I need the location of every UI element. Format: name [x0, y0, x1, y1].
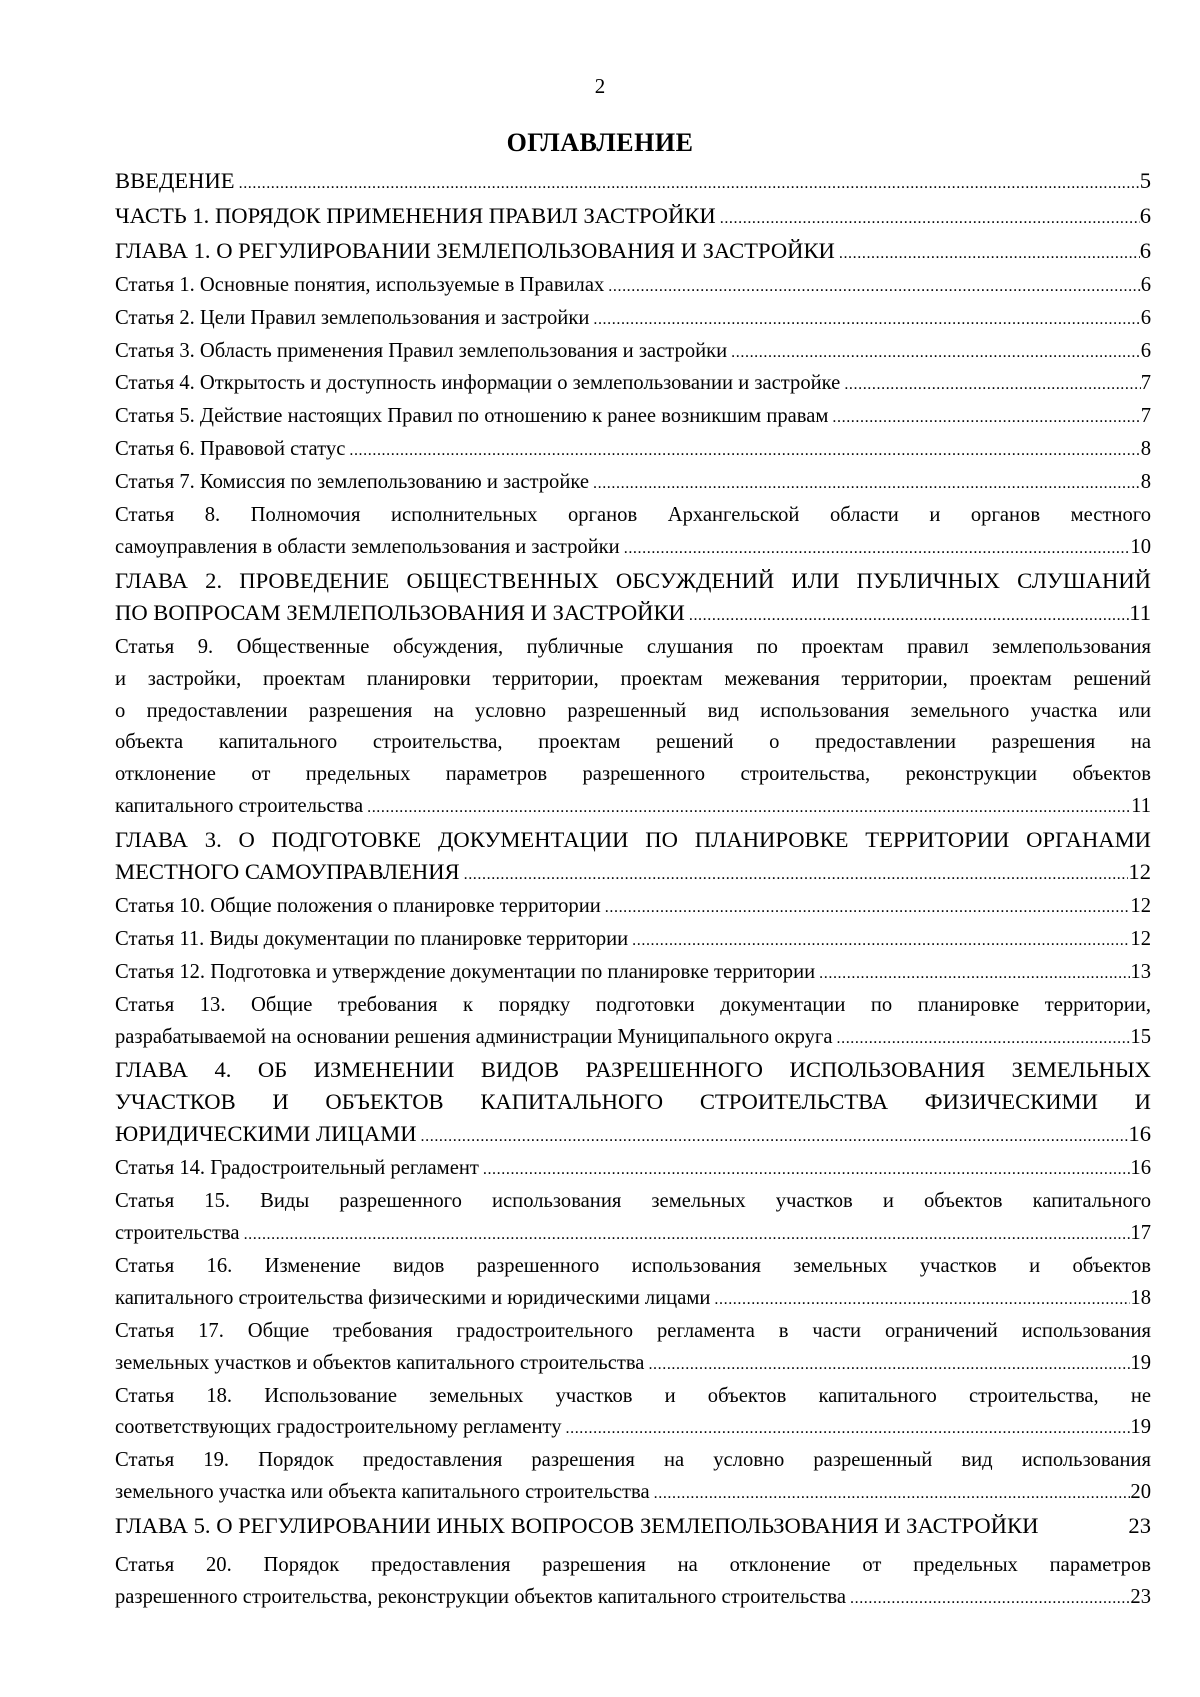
- toc-entry-last-line: [115, 368, 1151, 401]
- toc-page-number: 23: [1128, 1513, 1151, 1539]
- table-of-contents: [115, 165, 1151, 1615]
- toc-entry-title: Статья 5. Действие настоящих Правил по отношению к ранее возникшим правам: [115, 405, 829, 428]
- toc-entry-last-line: [115, 957, 1151, 990]
- toc-page-number: 12: [1130, 927, 1151, 950]
- toc-entry-line: отклонение от предельных параметров разрешенного строительства, реконструкции объектов: [115, 763, 1151, 786]
- toc-entry-title: Статья 12. Подготовка и утверждение документации по планировке территории: [115, 960, 816, 983]
- toc-entry-last-line: [115, 1582, 1151, 1615]
- toc-article-entry[interactable]: [115, 1316, 1151, 1381]
- toc-entry-line: объекта капитального строительства, проектам решений о предоставлении разрешения на: [115, 731, 1151, 754]
- toc-entry-line: УЧАСТКОВ И ОБЪЕКТОВ КАПИТАЛЬНОГО СТРОИТЕЛЬСТВА ФИЗИЧЕСКИМИ И: [115, 1089, 1151, 1115]
- toc-page-number: 6: [1140, 339, 1151, 362]
- dot-leader: [685, 600, 1129, 632]
- toc-page-number: 10: [1130, 535, 1151, 558]
- toc-entry-line: и застройки, проектам планировки территории, проектам межевания территории, проектам решений: [115, 667, 1151, 690]
- toc-article-entry[interactable]: [115, 368, 1151, 401]
- toc-entry-line: Статья 20. Порядок предоставления разрешения на отклонение от предельных параметров: [115, 1554, 1151, 1577]
- toc-page-number: 6: [1140, 273, 1151, 296]
- toc-article-entry[interactable]: [115, 500, 1151, 565]
- toc-entry-title: ГЛАВА 1. О РЕГУЛИРОВАНИИ ЗЕМЛЕПОЛЬЗОВАНИЯ И ЗАСТРОЙКИ: [115, 237, 835, 263]
- toc-entry-title: земельных участков и объектов капитального строительства: [115, 1351, 645, 1374]
- toc-page-number: 6: [1140, 306, 1151, 329]
- toc-article-entry[interactable]: [115, 924, 1151, 957]
- toc-entry-last-line: [115, 1510, 1151, 1550]
- toc-entry-title: Статья 11. Виды документации по планировке территории: [115, 927, 629, 950]
- toc-page-number: 20: [1130, 1481, 1151, 1504]
- toc-article-entry[interactable]: [115, 990, 1151, 1055]
- toc-page-number: 7: [1140, 372, 1151, 395]
- toc-page-number: 17: [1130, 1222, 1151, 1244]
- toc-entry-last-line: [115, 1412, 1151, 1445]
- toc-page-number: 7: [1140, 405, 1151, 428]
- toc-entry-line: о предоставлении разрешения на условно разрешенный вид использования земельного участка или: [115, 699, 1151, 722]
- toc-entry-last-line: [115, 336, 1151, 369]
- toc-article-entry[interactable]: [115, 891, 1151, 924]
- toc-article-entry[interactable]: [115, 434, 1151, 467]
- toc-entry-last-line: [115, 303, 1151, 336]
- toc-entry-last-line: [115, 532, 1151, 565]
- dot-leader: [479, 1154, 1131, 1186]
- toc-entry-last-line: [115, 200, 1151, 235]
- dot-leader: [589, 304, 1140, 336]
- toc-chapter-entry[interactable]: [115, 565, 1151, 632]
- dot-leader: [235, 168, 1140, 200]
- dot-leader: [815, 958, 1130, 990]
- toc-entry-line: Статья 8. Полномочия исполнительных органов Архангельской области и органов местного: [115, 504, 1151, 527]
- toc-article-entry[interactable]: [115, 1186, 1151, 1251]
- toc-chapter-entry[interactable]: [115, 235, 1151, 270]
- toc-entry-title: Статья 10. Общие положения о планировке территории: [115, 894, 601, 917]
- toc-article-entry[interactable]: [115, 401, 1151, 434]
- toc-entry-title: строительства: [115, 1222, 240, 1244]
- toc-entry-line: Статья 19. Порядок предоставления разрешения на условно разрешенный вид использования: [115, 1449, 1151, 1472]
- toc-entry-last-line: [115, 856, 1151, 891]
- toc-page-number: 13: [1130, 960, 1151, 983]
- toc-article-entry[interactable]: [115, 336, 1151, 369]
- toc-title: ОГЛАВЛЕНИЕ: [506, 128, 694, 157]
- toc-article-entry[interactable]: [115, 1251, 1151, 1316]
- toc-article-entry[interactable]: [115, 467, 1151, 500]
- dot-leader: [833, 1023, 1131, 1055]
- toc-entry-line: ГЛАВА 3. О ПОДГОТОВКЕ ДОКУМЕНТАЦИИ ПО ПЛАНИРОВКЕ ТЕРРИТОРИИ ОРГАНАМИ: [115, 827, 1151, 853]
- dot-leader: [604, 271, 1140, 303]
- toc-entry-title: соответствующих градостроительному регламенту: [115, 1416, 562, 1439]
- toc-entry-last-line: [115, 1348, 1151, 1381]
- dot-leader: [363, 792, 1131, 824]
- toc-chapter-entry[interactable]: [115, 165, 1151, 200]
- toc-page-number: 8: [1140, 471, 1151, 494]
- toc-entry-title: ПО ВОПРОСАМ ЗЕМЛЕПОЛЬЗОВАНИЯ И ЗАСТРОЙКИ: [115, 599, 685, 625]
- toc-chapter-entry[interactable]: [115, 1510, 1151, 1550]
- toc-entry-line: ГЛАВА 4. ОБ ИЗМЕНЕНИИ ВИДОВ РАЗРЕШЕННОГО ИСПОЛЬЗОВАНИЯ ЗЕМЕЛЬНЫХ: [115, 1057, 1151, 1083]
- toc-page-number: 6: [1139, 237, 1151, 263]
- dot-leader: [650, 1478, 1131, 1510]
- toc-article-entry[interactable]: [115, 957, 1151, 990]
- dot-leader: [644, 1349, 1130, 1381]
- toc-page-number: 19: [1130, 1351, 1151, 1374]
- toc-page-number: 8: [1140, 438, 1151, 461]
- toc-article-entry[interactable]: [115, 1381, 1151, 1446]
- toc-page-number: 6: [1139, 202, 1151, 228]
- toc-entry-last-line: [115, 597, 1151, 632]
- toc-page-number: 11: [1129, 599, 1151, 625]
- toc-entry-title: ВВЕДЕНИЕ: [115, 168, 235, 193]
- dot-leader: [601, 892, 1131, 924]
- toc-entry-title: Статья 2. Цели Правил землепользования и застройки: [115, 306, 590, 329]
- toc-entry-title: капитального строительства: [115, 795, 364, 818]
- toc-entry-last-line: [115, 791, 1151, 824]
- toc-entry-line: Статья 15. Виды разрешенного использования земельных участков и объектов капитального: [115, 1190, 1151, 1213]
- toc-entry-line: Статья 16. Изменение видов разрешенного использования земельных участков и объектов: [115, 1254, 1151, 1277]
- toc-entry-title: ГЛАВА 5. О РЕГУЛИРОВАНИИ ИНЫХ ВОПРОСОВ ЗЕМЛЕПОЛЬЗОВАНИЯ И ЗАСТРОЙКИ: [115, 1513, 1039, 1539]
- toc-entry-last-line: [115, 1477, 1151, 1510]
- toc-page-number: 12: [1130, 894, 1151, 917]
- toc-entry-last-line: [115, 467, 1151, 500]
- toc-page-number: 5: [1139, 168, 1151, 193]
- toc-entry-last-line: [115, 1022, 1151, 1055]
- dot-leader: [727, 337, 1141, 369]
- toc-chapter-entry[interactable]: [115, 824, 1151, 891]
- toc-article-entry[interactable]: [115, 1153, 1151, 1186]
- toc-page-number: 15: [1130, 1025, 1151, 1048]
- dot-leader: [846, 1583, 1130, 1615]
- toc-entry-last-line: [115, 165, 1151, 200]
- toc-entry-last-line: [115, 434, 1151, 467]
- toc-entry-title: ЧАСТЬ 1. ПОРЯДОК ПРИМЕНЕНИЯ ПРАВИЛ ЗАСТРОЙКИ: [115, 202, 716, 228]
- toc-page-number: 11: [1131, 795, 1151, 818]
- toc-entry-line: Статья 18. Использование земельных участков и объектов капитального строительства, не: [115, 1384, 1151, 1407]
- toc-page-number: 16: [1128, 1121, 1151, 1147]
- toc-entry-title: капитального строительства физическими и юридическими лицами: [115, 1286, 711, 1309]
- toc-entry-last-line: [115, 401, 1151, 434]
- dot-leader: [417, 1121, 1129, 1153]
- toc-entry-title: разрешенного строительства, реконструкции объектов капитального строительства: [115, 1585, 846, 1608]
- toc-entry-line: Статья 9. Общественные обсуждения, публичные слушания по проектам правил землепользования: [115, 635, 1151, 658]
- toc-entry-title: земельного участка или объекта капитального строительства: [115, 1481, 650, 1504]
- toc-entry-last-line: [115, 270, 1151, 303]
- dot-leader: [840, 369, 1140, 401]
- toc-entry-title: Статья 3. Область применения Правил землепользования и застройки: [115, 339, 728, 362]
- toc-entry-title: самоуправления в области землепользования и застройки: [115, 535, 620, 558]
- toc-entry-last-line: [115, 1283, 1151, 1316]
- dot-leader: [345, 435, 1140, 467]
- dot-leader: [628, 925, 1130, 957]
- toc-entry-last-line: [115, 1118, 1151, 1153]
- toc-page-number: 16: [1130, 1157, 1151, 1180]
- toc-entry-title: Статья 6. Правовой статус: [115, 438, 346, 461]
- toc-article-entry[interactable]: [115, 270, 1151, 303]
- toc-entry-last-line: [115, 924, 1151, 957]
- dot-leader: [460, 859, 1129, 891]
- toc-chapter-entry[interactable]: [115, 1054, 1151, 1153]
- dot-leader: [710, 1284, 1130, 1316]
- dot-leader: [620, 533, 1131, 565]
- toc-entry-title: Статья 7. Комиссия по землепользованию и застройке: [115, 471, 589, 494]
- dot-leader: [828, 402, 1140, 434]
- toc-entry-last-line: [115, 1153, 1151, 1186]
- dot-leader: [589, 468, 1141, 500]
- toc-entry-line: Статья 17. Общие требования градостроительного регламента в части ограничений использования: [115, 1319, 1151, 1342]
- toc-chapter-entry[interactable]: [115, 200, 1151, 235]
- toc-entry-title: Статья 14. Градостроительный регламент: [115, 1157, 479, 1180]
- toc-article-entry[interactable]: [115, 632, 1151, 824]
- toc-entry-last-line: [115, 891, 1151, 924]
- toc-entry-title: ЮРИДИЧЕСКИМИ ЛИЦАМИ: [115, 1121, 417, 1147]
- dot-leader: [240, 1219, 1131, 1251]
- toc-entry-title: разрабатываемой на основании решения администрации Муниципального округа: [115, 1025, 833, 1048]
- dot-leader: [716, 203, 1140, 235]
- toc-page-number: 19: [1130, 1416, 1151, 1439]
- toc-page-number: 23: [1130, 1585, 1151, 1608]
- toc-entry-line: ГЛАВА 2. ПРОВЕДЕНИЕ ОБЩЕСТВЕННЫХ ОБСУЖДЕНИЙ ИЛИ ПУБЛИЧНЫХ СЛУШАНИЙ: [115, 567, 1151, 593]
- toc-entry-last-line: [115, 235, 1151, 270]
- toc-page-number: 18: [1130, 1286, 1151, 1309]
- toc-entry-title: МЕСТНОГО САМОУПРАВЛЕНИЯ: [115, 859, 460, 885]
- page-number: 2: [594, 74, 606, 98]
- toc-entry-title: Статья 4. Открытость и доступность информации о землепользовании и застройке: [115, 372, 841, 395]
- toc-article-entry[interactable]: [115, 1550, 1151, 1615]
- toc-entry-last-line: [115, 1218, 1151, 1251]
- dot-leader: [562, 1413, 1131, 1445]
- toc-entry-title: Статья 1. Основные понятия, используемые в Правилах: [115, 273, 605, 296]
- toc-article-entry[interactable]: [115, 303, 1151, 336]
- toc-article-entry[interactable]: [115, 1445, 1151, 1510]
- dot-leader: [835, 238, 1140, 270]
- dot-leader: [1038, 1518, 1128, 1550]
- toc-entry-line: Статья 13. Общие требования к порядку подготовки документации по планировке территории,: [115, 993, 1151, 1016]
- toc-page-number: 12: [1128, 859, 1151, 885]
